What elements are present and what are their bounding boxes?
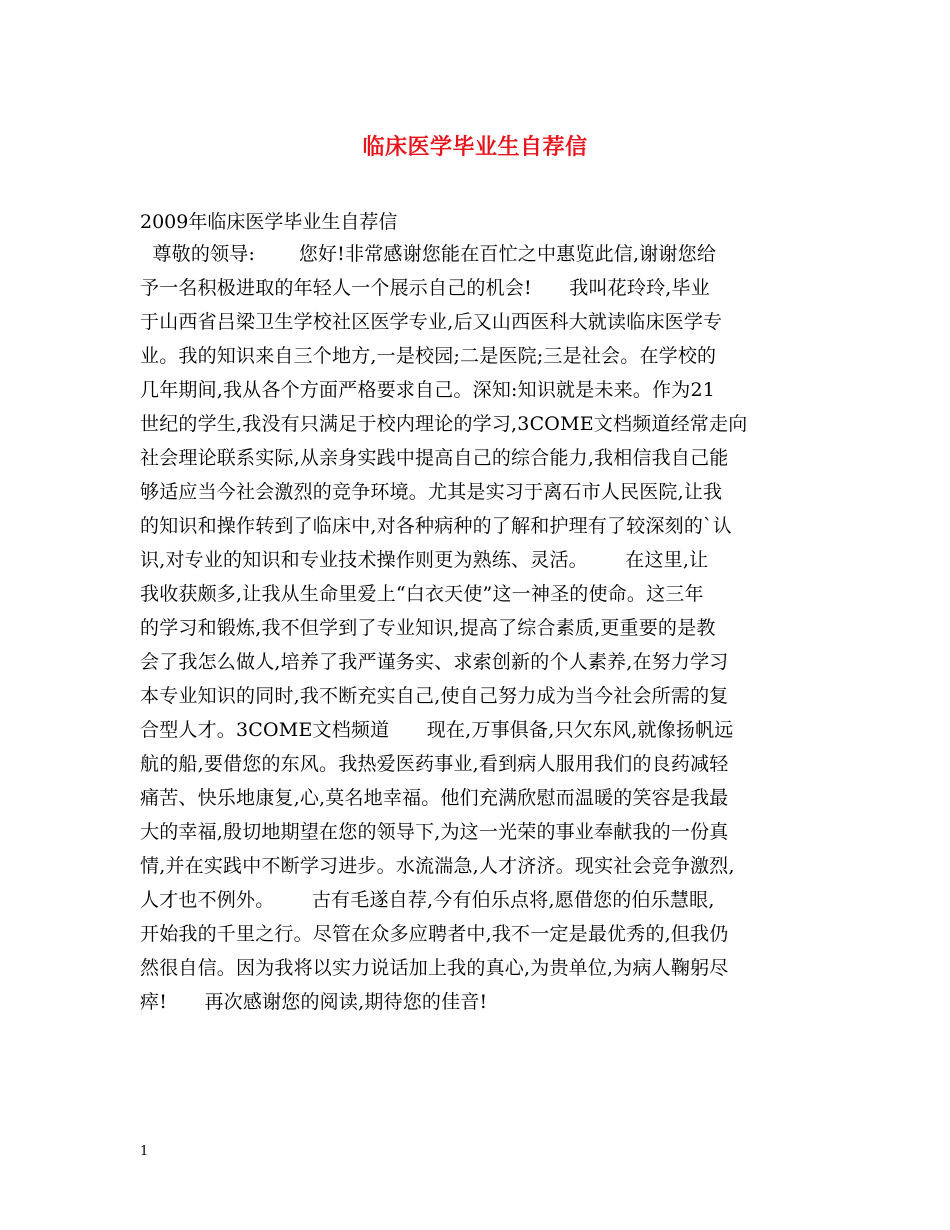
body-line: 的学习和锻炼,我不但学到了专业知识,提高了综合素质,更重要的是教 bbox=[140, 617, 716, 639]
body-line: 于山西省吕梁卫生学校社区医学专业,后又山西医科大就读临床医学专 bbox=[140, 311, 723, 333]
body-line: 会了我怎么做人,培养了我严谨务实、求索创新的个人素养,在努力学习 bbox=[140, 651, 729, 673]
body-line: 痛苦、快乐地康复,心,莫名地幸福。他们充满欣慰而温暖的笑容是我最 bbox=[140, 787, 729, 809]
body-line: 的知识和操作转到了临床中,对各种病种的了解和护理有了较深刻的`认 bbox=[140, 515, 732, 537]
body-line: 几年期间,我从各个方面严格要求自己。深知:知识就是未来。作为21 bbox=[140, 379, 716, 401]
body-line: 够适应当今社会激烈的竞争环境。尤其是实习于离石市人民医院,让我 bbox=[140, 481, 723, 503]
body-line: 予一名积极进取的年轻人一个展示自己的机会! 我叫花玲玲,毕业 bbox=[140, 277, 710, 299]
body-line: 业。我的知识来自三个地方,一是校园;二是医院;三是社会。在学校的 bbox=[140, 345, 717, 367]
body-line: 航的船,要借您的东风。我热爱医药事业,看到病人服用我们的良药减轻 bbox=[140, 753, 729, 775]
body-line: 本专业知识的同时,我不断充实自己,使自己努力成为当今社会所需的复 bbox=[140, 685, 729, 707]
body-line: 合型人才。3COME文档频道 现在,万事俱备,只欠东风,就像扬帆远 bbox=[140, 719, 734, 741]
body-line: 人才也不例外。 古有毛遂自荐,今有伯乐点将,愿借您的伯乐慧眼, bbox=[140, 889, 715, 911]
page-number: 1 bbox=[140, 1144, 149, 1159]
document-title: 临床医学毕业生自荐信 bbox=[362, 135, 588, 160]
body-line: 尊敬的领导: 您好!非常感谢您能在百忙之中惠览此信,谢谢您给 bbox=[140, 243, 717, 265]
body-line: 然很自信。因为我将以实力说话加上我的真心,为贵单位,为病人鞠躬尽 bbox=[140, 957, 729, 979]
body-line: 识,对专业的知识和专业技术操作则更为熟练、灵活。 在这里,让 bbox=[140, 549, 709, 571]
body-line: 世纪的学生,我没有只满足于校内理论的学习,3COME文档频道经常走向 bbox=[140, 413, 748, 435]
body-line: 大的幸福,殷切地期望在您的领导下,为这一光荣的事业奉献我的一份真 bbox=[140, 821, 729, 843]
document-subtitle: 2009年临床医学毕业生自荐信 bbox=[140, 211, 398, 233]
body-line: 开始我的千里之行。尽管在众多应聘者中,我不一定是最优秀的,但我仍 bbox=[140, 923, 729, 945]
body-line: 社会理论联系实际,从亲身实践中提高自己的综合能力,我相信我自己能 bbox=[140, 447, 729, 469]
body-line: 我收获颇多,让我从生命里爱上“白衣天使”这一神圣的使命。这三年 bbox=[140, 583, 704, 605]
body-line: 瘁! 再次感谢您的阅读,期待您的佳音! bbox=[140, 991, 488, 1013]
letter-body bbox=[140, 237, 820, 1019]
body-line: 情,并在实践中不断学习进步。水流湍急,人才济济。现实社会竞争激烈, bbox=[140, 855, 735, 877]
